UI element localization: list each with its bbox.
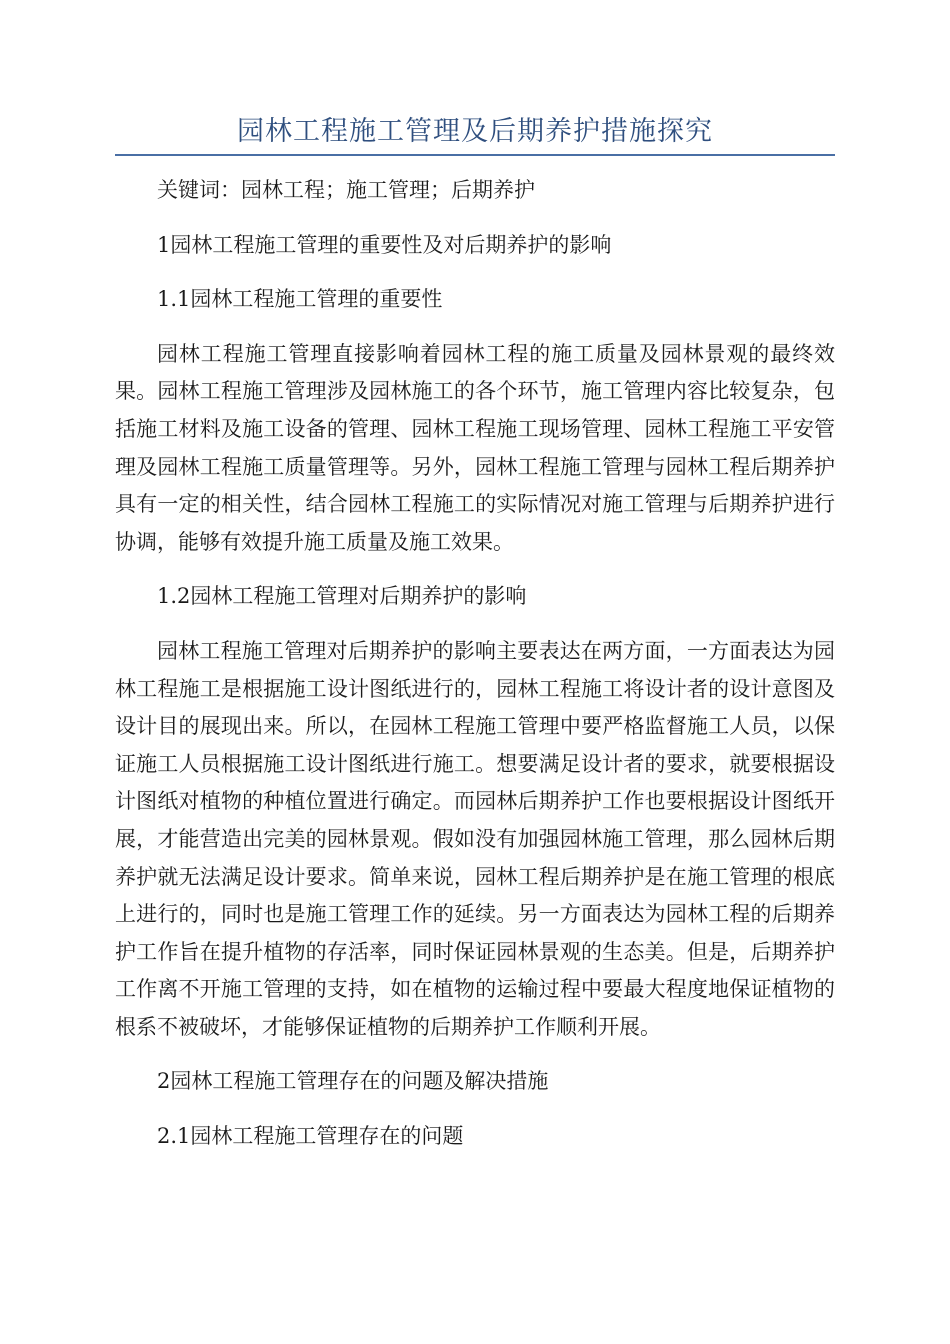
section-1-2-heading: 1.2园林工程施工管理对后期养护的影响 <box>157 584 527 609</box>
section-2-heading: 2园林工程施工管理存在的问题及解决措施 <box>157 1069 549 1094</box>
section-1-2-paragraph: 园林工程施工管理对后期养护的影响主要表达在两方面，一方面表达为园林工程施工是根据施工设计图纸进行的，园林工程施工将设计者的设计意图及设计目的展现出来。所以，在园林工程施工管理中要严格监督施工人员，以保证施工人员根据施工设计图纸进行施工。想要满足设计者的要求，就要根据设计图纸对植物的种植位置进行确定。而园林后期养护工作也要根据设计图纸开展，才能营造出完美的园林景观。假如没有加强园林施工管理，那么园林后期养护就无法满足设计要求。简单来说，园林工程后期养护是在施工管理的根底上进行的，同时也是施工管理工作的延续。另一方面表达为园林工程的后期养护工作旨在提升植物的存活率，同时保证园林景观的生态美。但是，后期养护工作离不开施工管理的支持，如在植物的运输过程中要最大程度地保证植物的根系不被破坏，才能够保证植物的后期养护工作顺利开展。 <box>115 638 835 1039</box>
section-2-1-heading: 2.1园林工程施工管理存在的问题 <box>157 1124 464 1149</box>
document-body <box>115 172 835 1156</box>
section-1-1-heading: 1.1园林工程施工管理的重要性 <box>157 287 443 312</box>
section-1-heading: 1园林工程施工管理的重要性及对后期养护的影响 <box>157 232 612 257</box>
title-underline <box>115 154 835 156</box>
section-1-1-paragraph: 园林工程施工管理直接影响着园林工程的施工质量及园林景观的最终效果。园林工程施工管理涉及园林施工的各个环节，施工管理内容比较复杂，包括施工材料及施工设备的管理、园林工程施工现场管理、园林工程施工平安管理及园林工程施工质量管理等。另外，园林工程施工管理与园林工程后期养护具有一定的相关性，结合园林工程施工的实际情况对施工管理与后期养护进行协调，能够有效提升施工质量及施工效果。 <box>115 341 835 554</box>
document-title: 园林工程施工管理及后期养护措施探究 <box>237 116 713 147</box>
keywords-line: 关键词：园林工程；施工管理；后期养护 <box>157 178 535 202</box>
